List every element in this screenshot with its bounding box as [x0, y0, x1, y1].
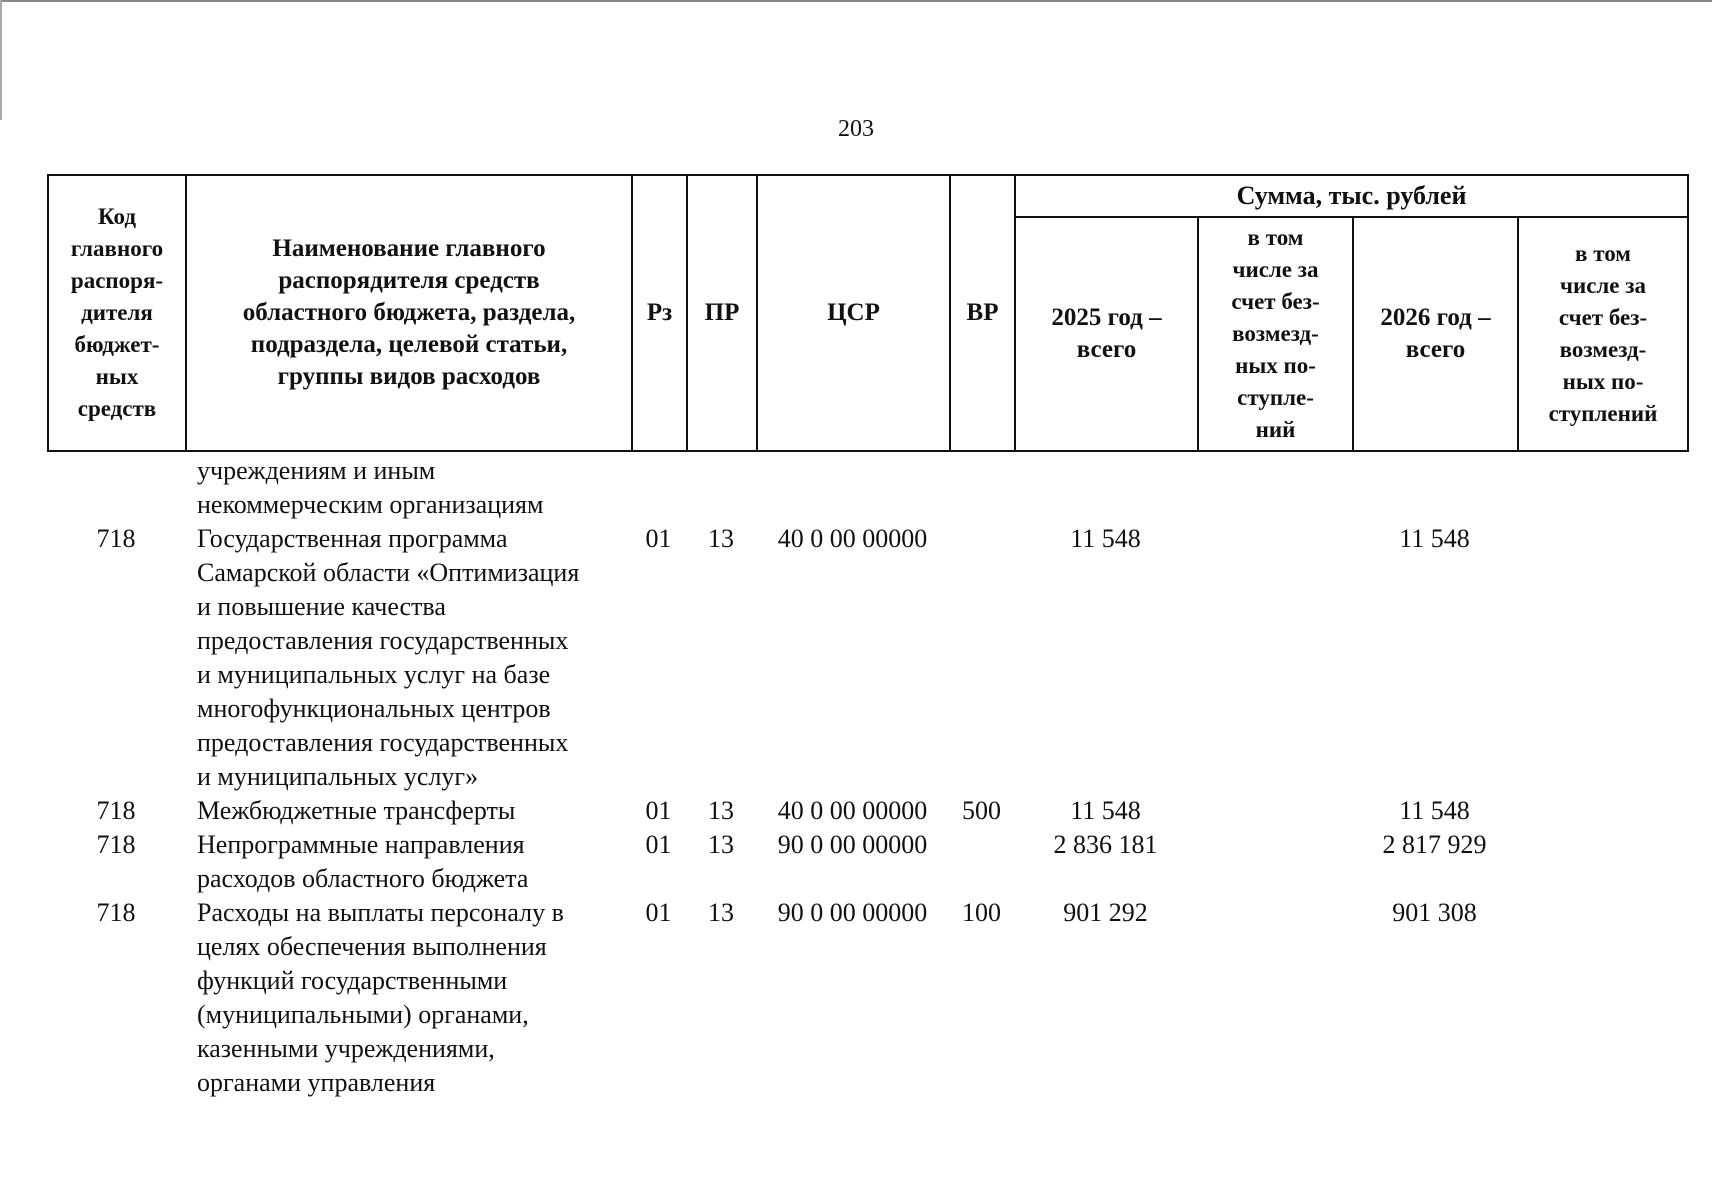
cell-2026-grants [1517, 896, 1687, 1100]
header-sum: Сумма, тыс. рублей [1015, 175, 1688, 217]
cell-2025-total [1014, 454, 1197, 522]
header-2025-total: 2025 год – всего [1015, 217, 1198, 451]
cell-2025-total: 11 548 [1070, 524, 1141, 553]
cell-name: Межбюджетные трансферты [197, 796, 516, 825]
cell-vr [949, 454, 1014, 522]
scan-left-edge [0, 0, 2, 120]
cell-code: 718 [96, 898, 136, 927]
cell-code: 718 [96, 524, 136, 553]
table-row [47, 454, 1687, 522]
scan-top-edge [0, 0, 1712, 2]
header-rz: Рз [632, 175, 687, 451]
table-row [47, 794, 1687, 828]
cell-csr: 40 0 00 00000 [777, 796, 928, 825]
cell-2026-total: 901 308 [1392, 898, 1477, 927]
cell-name: учреждениям и иным некоммерческим организациям [197, 456, 544, 519]
cell-2025-grants [1197, 896, 1352, 1100]
cell-name: Непрограммные направления расходов областного бюджета [197, 830, 529, 893]
cell-pr [686, 454, 756, 522]
cell-code [47, 454, 185, 522]
header-vr: ВР [950, 175, 1015, 451]
cell-rz: 01 [645, 796, 672, 825]
header-csr: ЦСР [757, 175, 950, 451]
table-header [47, 174, 1689, 452]
cell-2025-total: 901 292 [1063, 898, 1148, 927]
cell-2025-grants [1197, 828, 1352, 896]
page-number: 203 [838, 116, 874, 142]
cell-2026-total: 11 548 [1399, 524, 1470, 553]
header-2025-grants: в том числе за счет без- возмезд- ных по- ступле- ний [1198, 217, 1353, 451]
cell-csr: 90 0 00 00000 [777, 898, 928, 927]
cell-pr: 13 [708, 796, 734, 825]
cell-2026-grants [1517, 794, 1687, 828]
cell-2025-total: 11 548 [1070, 796, 1141, 825]
table-row [47, 896, 1687, 1100]
cell-rz: 01 [645, 830, 672, 859]
cell-2025-grants [1197, 454, 1352, 522]
cell-csr: 40 0 00 00000 [777, 524, 928, 553]
cell-rz: 01 [645, 524, 672, 553]
cell-2026-grants [1517, 454, 1687, 522]
cell-pr: 13 [708, 898, 734, 927]
cell-pr: 13 [708, 830, 734, 859]
header-2026-total: 2026 год – всего [1353, 217, 1518, 451]
cell-2025-grants [1197, 522, 1352, 794]
cell-code: 718 [96, 830, 136, 859]
cell-vr [949, 828, 1014, 896]
cell-2026-grants [1517, 828, 1687, 896]
table-row [47, 828, 1687, 896]
cell-vr: 100 [962, 898, 1001, 927]
cell-2026-total [1352, 454, 1517, 522]
cell-2026-grants [1517, 522, 1687, 794]
cell-2026-total: 2 817 929 [1382, 830, 1487, 859]
cell-rz: 01 [645, 898, 672, 927]
table-row [47, 522, 1687, 794]
cell-2025-total: 2 836 181 [1053, 830, 1158, 859]
header-pr: ПР [687, 175, 757, 451]
header-code: Код главного распоря- дителя бюджет- ных средств [48, 175, 186, 451]
cell-2026-total: 11 548 [1399, 796, 1470, 825]
cell-2025-grants [1197, 794, 1352, 828]
table-body [47, 454, 1687, 1100]
cell-code: 718 [96, 796, 136, 825]
cell-vr: 500 [962, 796, 1001, 825]
cell-rz [631, 454, 686, 522]
cell-csr: 90 0 00 00000 [777, 830, 928, 859]
header-2026-grants: в том числе за счет без- возмезд- ных по- ступлений [1518, 217, 1688, 451]
cell-name: Государственная программа Самарской области «Оптимизация и повышение качества предоставления государственных и муниципальных услуг на базе многофункциональных центров предоставления государственных и муниципальных услуг» [197, 524, 580, 791]
cell-csr [756, 454, 949, 522]
header-name: Наименование главного распорядителя средств областного бюджета, раздела, подраздела, целевой статьи, группы видов расходов [186, 175, 632, 451]
cell-vr [949, 522, 1014, 794]
cell-name: Расходы на выплаты персоналу в целях обеспечения выполнения функций государственными (муниципальными) органами, казенными учреждениями, органами управления [197, 898, 564, 1097]
cell-pr: 13 [708, 524, 734, 553]
